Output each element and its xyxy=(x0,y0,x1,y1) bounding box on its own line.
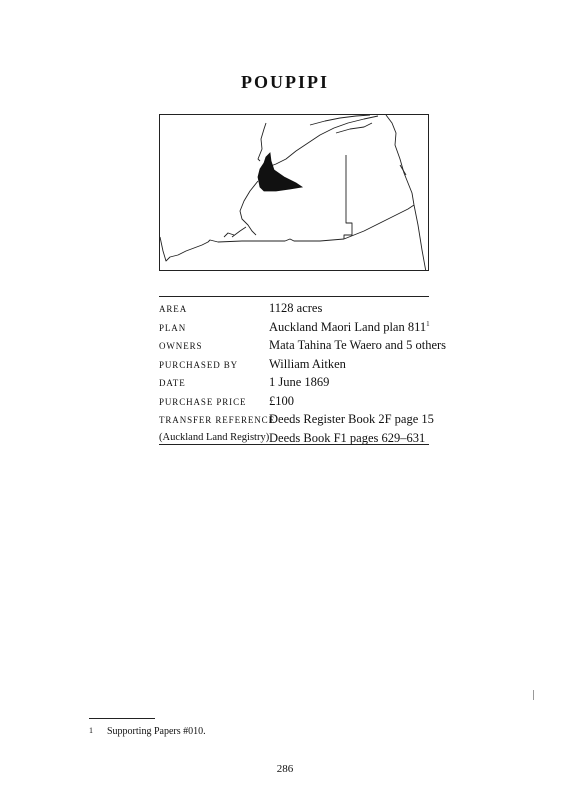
purchased-by-label: PURCHASED BY xyxy=(159,359,239,370)
area-value: 1128 acres xyxy=(269,301,323,315)
plan-label: PLAN xyxy=(159,322,187,333)
page-number: 286 xyxy=(276,763,294,775)
deeds-book-value: Deeds Book F1 pages 629–631 xyxy=(269,430,426,445)
date-label: DATE xyxy=(159,378,186,388)
area-row xyxy=(159,300,439,319)
owners-row xyxy=(159,337,447,356)
transfer-reference-row-2 xyxy=(159,430,439,449)
scan-edge-mark xyxy=(533,690,534,700)
poupipi-block xyxy=(258,153,302,191)
footnote-rule xyxy=(89,718,155,719)
area-label: AREA xyxy=(159,304,188,314)
block-location-map-icon xyxy=(160,115,429,271)
purchase-price-label: PURCHASE PRICE xyxy=(159,396,247,407)
date-value: 1 June 1869 xyxy=(269,375,330,389)
purchase-price-row xyxy=(159,393,439,412)
table-top-rule xyxy=(159,296,429,297)
boundary-line xyxy=(344,205,414,239)
owners-value: Mata Tahina Te Waero and 5 others xyxy=(269,338,447,352)
page-title: POUPIPI xyxy=(241,72,329,92)
plan-row xyxy=(159,319,439,338)
purchased-by-row xyxy=(159,356,439,375)
date-row xyxy=(159,374,439,393)
purchase-price-value: £100 xyxy=(269,393,294,408)
coastline xyxy=(160,237,344,261)
footnote-reference: 1 xyxy=(426,319,430,328)
table-bottom-rule xyxy=(159,444,429,445)
footnote xyxy=(89,726,206,737)
transfer-reference-value: Deeds Register Book 2F page 15 xyxy=(269,412,434,426)
location-map xyxy=(159,114,429,271)
transfer-reference-label: TRANSFER REFERENCE xyxy=(159,415,275,425)
footnote-mark: 1 xyxy=(89,726,93,735)
land-registry-label: (Auckland Land Registry) xyxy=(159,431,270,443)
north-coast xyxy=(268,116,378,167)
transfer-reference-row xyxy=(159,411,439,430)
plan-value: Auckland Maori Land plan 811 xyxy=(269,319,427,334)
east-coast xyxy=(386,115,426,271)
owners-label: OWNERS xyxy=(159,341,203,351)
purchased-by-value: William Aitken xyxy=(269,356,346,371)
footnote-text: Supporting Papers #010. xyxy=(107,726,206,737)
plan-value-wrap xyxy=(269,320,430,335)
details-table xyxy=(159,300,447,448)
internal-boundary xyxy=(344,155,352,239)
